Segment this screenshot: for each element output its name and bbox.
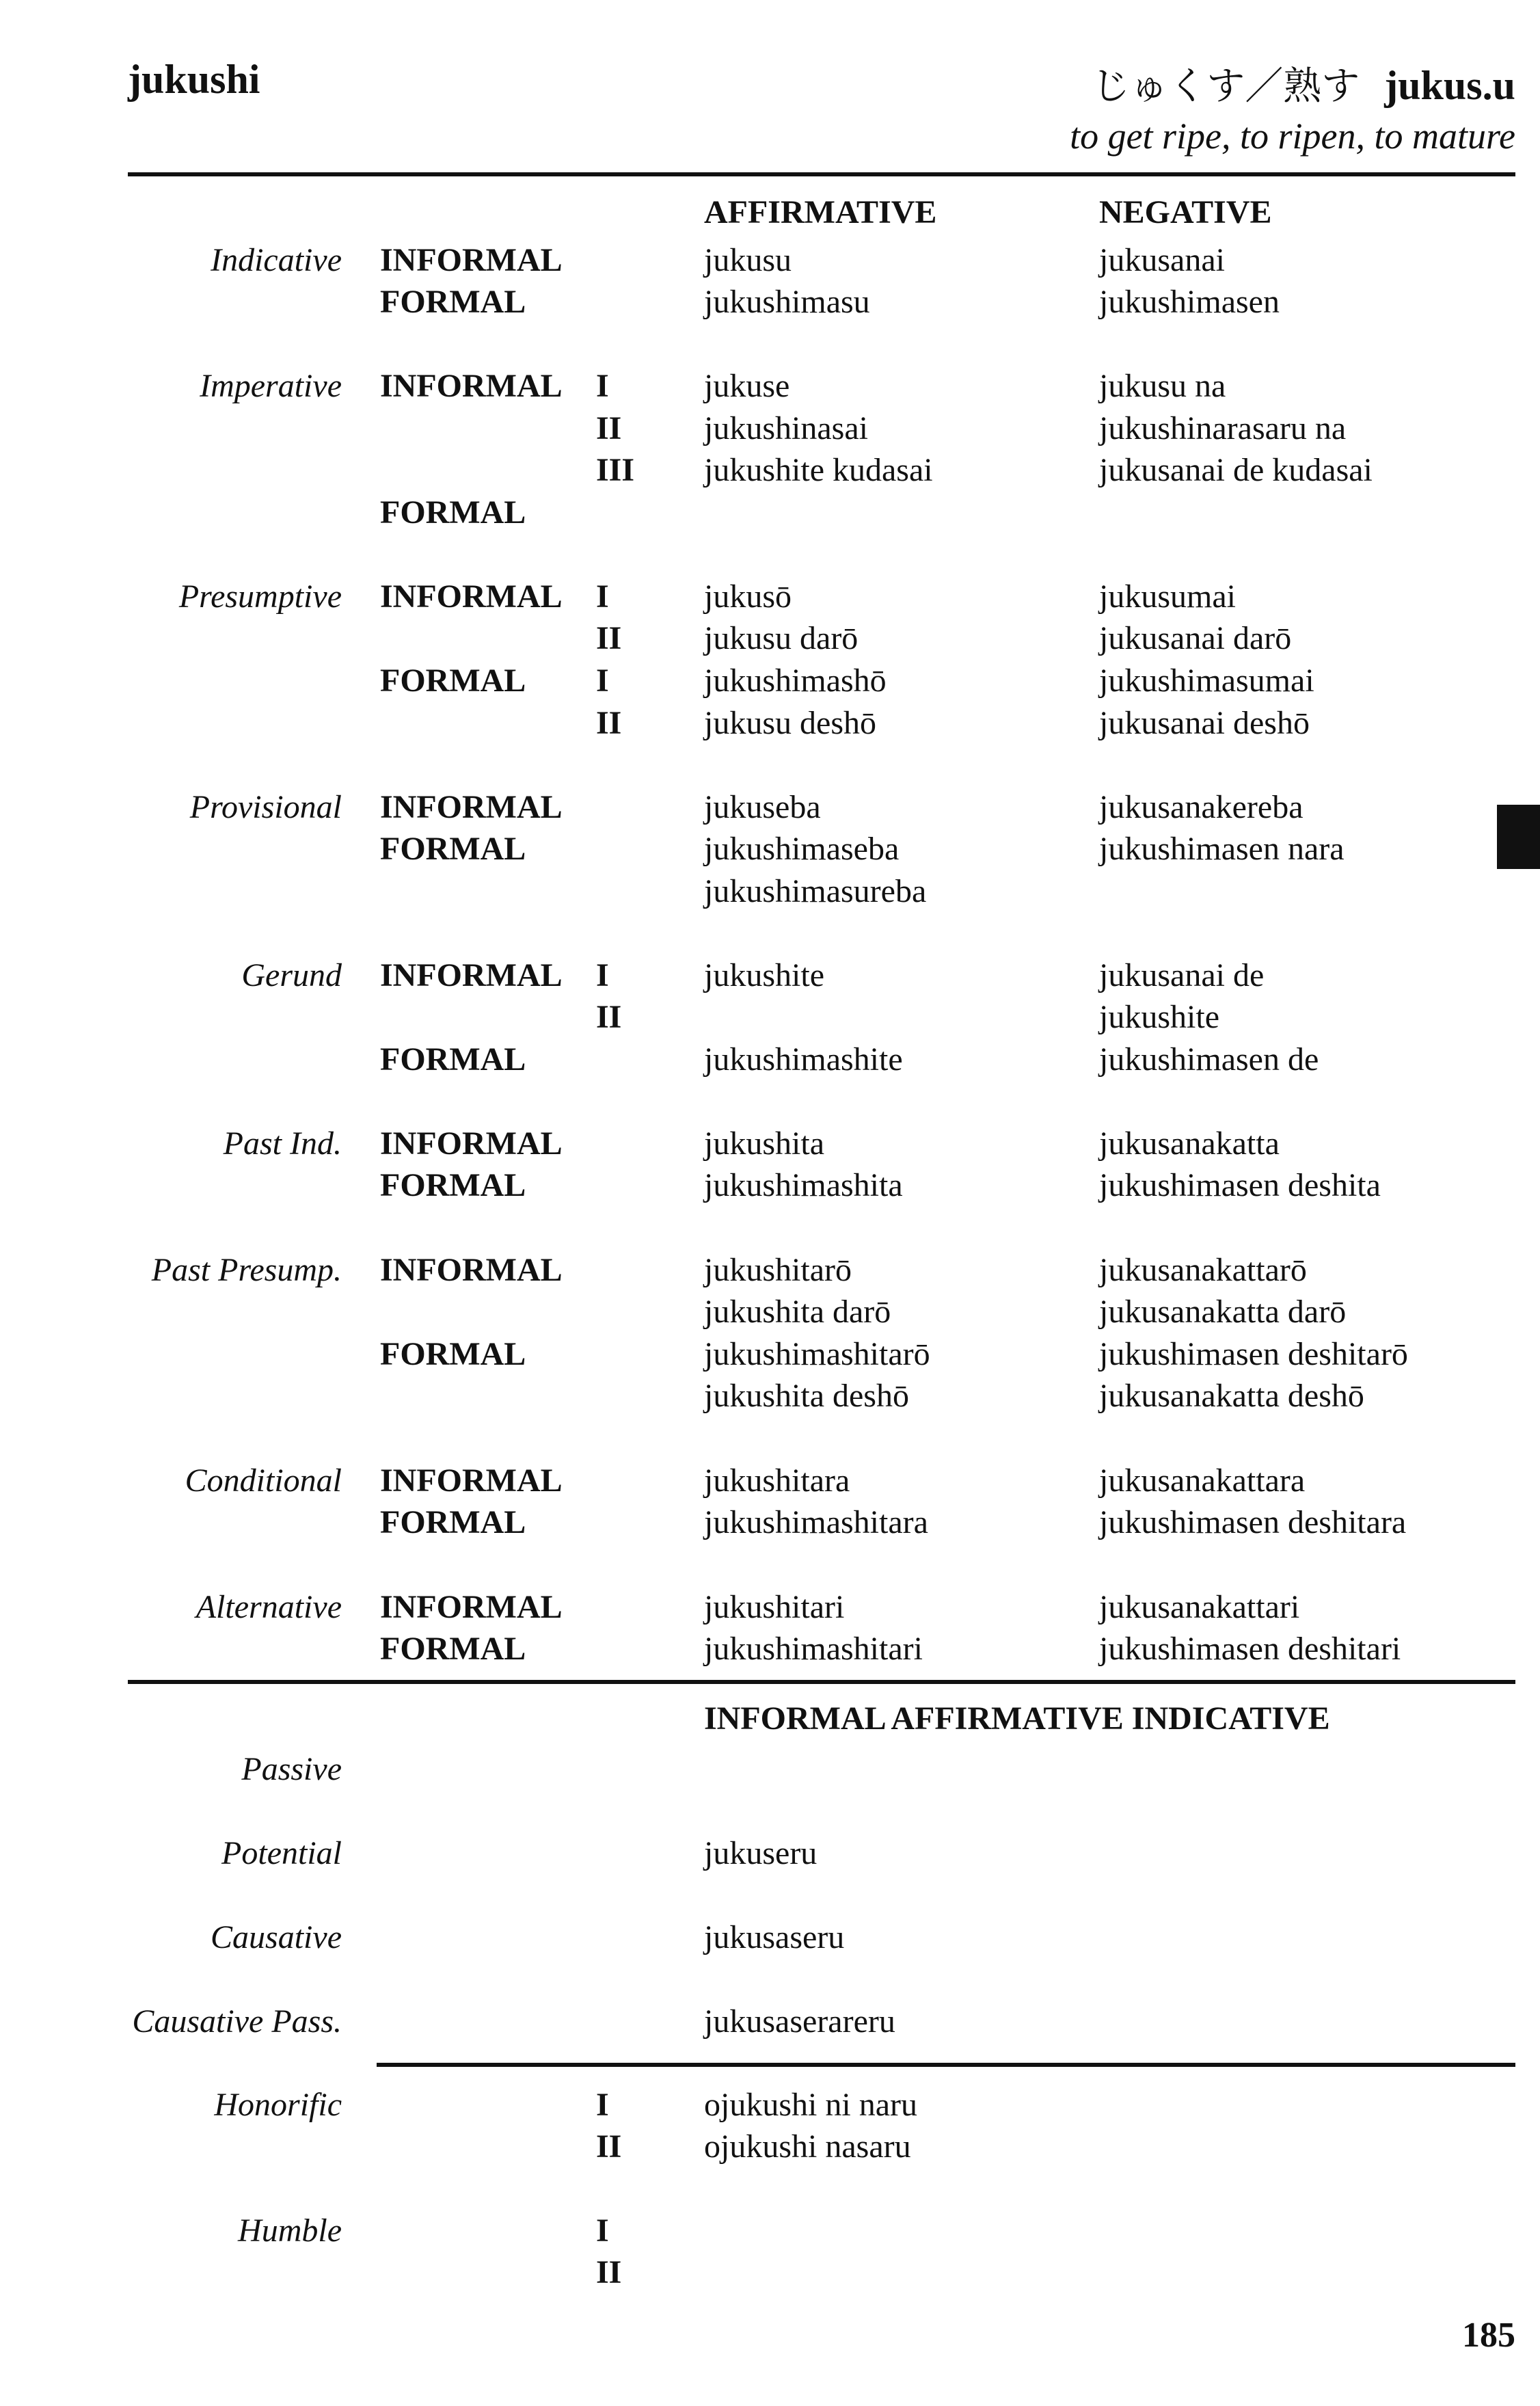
politeness-level: FORMAL bbox=[380, 663, 526, 699]
polite-row bbox=[0, 2084, 1540, 2126]
conjugation-row bbox=[0, 1501, 1540, 1544]
mood-label: Alternative bbox=[195, 1589, 342, 1625]
polite-row bbox=[0, 2251, 1540, 2294]
politeness-level: FORMAL bbox=[380, 1167, 526, 1203]
polite-form: ojukushi ni naru bbox=[704, 2087, 917, 2123]
affirmative-form: jukushimashita bbox=[704, 1167, 903, 1203]
politeness-level: INFORMAL bbox=[380, 1252, 563, 1288]
page-number: 185 bbox=[1462, 2316, 1515, 2355]
derived-column-heading: INFORMAL AFFIRMATIVE INDICATIVE bbox=[704, 1700, 1330, 1737]
politeness-level: INFORMAL bbox=[380, 1589, 563, 1625]
negative-form: jukusanakatta deshō bbox=[1099, 1378, 1364, 1414]
derived-row bbox=[0, 1832, 1540, 1875]
negative-form: jukusanakattarō bbox=[1099, 1252, 1307, 1288]
conjugation-row bbox=[0, 1333, 1540, 1376]
conjugation-row bbox=[0, 828, 1540, 870]
affirmative-form: jukushimashitari bbox=[704, 1631, 923, 1667]
negative-form: jukusanakattari bbox=[1099, 1589, 1300, 1625]
conjugation-row bbox=[0, 365, 1540, 407]
mood-label: Passive bbox=[241, 1751, 342, 1787]
conjugation-row bbox=[0, 1249, 1540, 1292]
conjugation-row bbox=[0, 1460, 1540, 1502]
negative-column-heading: NEGATIVE bbox=[1099, 194, 1272, 230]
affirmative-column-heading: AFFIRMATIVE bbox=[704, 194, 937, 230]
negative-form: jukusanakatta bbox=[1099, 1125, 1280, 1162]
form-variant: II bbox=[596, 999, 622, 1035]
form-variant: I bbox=[596, 578, 609, 615]
affirmative-form: jukusu deshō bbox=[704, 705, 876, 741]
derived-row bbox=[0, 2001, 1540, 2043]
affirmative-form: jukushitara bbox=[704, 1462, 850, 1499]
affirmative-form: jukushita darō bbox=[704, 1294, 891, 1330]
politeness-level: FORMAL bbox=[380, 831, 526, 867]
verb-headword bbox=[1092, 56, 1515, 111]
form-variant: II bbox=[596, 2128, 622, 2165]
mood-label: Presumptive bbox=[178, 578, 342, 615]
affirmative-form: jukushinasai bbox=[704, 410, 868, 446]
conjugation-row bbox=[0, 660, 1540, 702]
affirmative-form: jukushimaseba bbox=[704, 831, 900, 867]
politeness-level: FORMAL bbox=[380, 1504, 526, 1540]
mood-label: Honorific bbox=[214, 2087, 342, 2123]
mood-label: Causative Pass. bbox=[132, 2003, 342, 2040]
form-variant: II bbox=[596, 410, 622, 446]
conjugation-row bbox=[0, 870, 1540, 913]
politeness-level: INFORMAL bbox=[380, 1125, 563, 1162]
negative-form: jukushinarasaru na bbox=[1099, 410, 1347, 446]
conjugation-row bbox=[0, 1039, 1540, 1081]
politeness-level: FORMAL bbox=[380, 1041, 526, 1078]
conjugation-row bbox=[0, 617, 1540, 660]
negative-form: jukushimasen de bbox=[1099, 1041, 1319, 1078]
derived-form: jukuseru bbox=[704, 1835, 818, 1871]
lower-rule bbox=[377, 2063, 1515, 2067]
affirmative-form: jukushimasu bbox=[704, 284, 870, 320]
negative-form: jukusumai bbox=[1099, 578, 1236, 615]
conjugation-row bbox=[0, 1628, 1540, 1670]
negative-form: jukushimasen nara bbox=[1099, 831, 1345, 867]
negative-form: jukushimasen deshita bbox=[1099, 1167, 1381, 1203]
form-variant: I bbox=[596, 663, 609, 699]
negative-form: jukusanai de kudasai bbox=[1099, 452, 1373, 488]
form-variant: I bbox=[596, 2213, 609, 2249]
form-variant: II bbox=[596, 705, 622, 741]
form-variant: II bbox=[596, 2254, 622, 2290]
middle-rule bbox=[128, 1680, 1515, 1684]
affirmative-form: jukushitari bbox=[704, 1589, 845, 1625]
negative-form: jukushite bbox=[1099, 999, 1219, 1035]
mood-label: Past Ind. bbox=[223, 1125, 342, 1162]
negative-form: jukusanai deshō bbox=[1099, 705, 1310, 741]
conjugation-row bbox=[0, 1291, 1540, 1333]
conjugation-row bbox=[0, 786, 1540, 829]
conjugation-row bbox=[0, 954, 1540, 997]
affirmative-form: jukushimashō bbox=[704, 663, 887, 699]
affirmative-form: jukushimashitarō bbox=[704, 1336, 930, 1372]
mood-label: Past Presump. bbox=[151, 1252, 342, 1288]
derived-form: jukusaseru bbox=[704, 1919, 845, 1955]
politeness-level: INFORMAL bbox=[380, 242, 563, 278]
form-variant: III bbox=[596, 452, 635, 488]
negative-form: jukusanai darō bbox=[1099, 620, 1292, 656]
mood-label: Causative bbox=[211, 1919, 342, 1955]
thumb-index-tab bbox=[1497, 805, 1540, 869]
mood-label: Humble bbox=[238, 2213, 342, 2249]
affirmative-form: jukushita bbox=[704, 1125, 824, 1162]
negative-form: jukushimasen deshitari bbox=[1099, 1631, 1401, 1667]
derived-row bbox=[0, 1916, 1540, 1959]
verb-stem-form: jukus.u bbox=[1384, 63, 1515, 108]
conjugation-row bbox=[0, 407, 1540, 450]
conjugation-row bbox=[0, 702, 1540, 745]
affirmative-form: jukuse bbox=[704, 368, 790, 404]
affirmative-form: jukushimashitara bbox=[704, 1504, 928, 1540]
derived-form: jukusaserareru bbox=[704, 2003, 895, 2040]
conjugation-row bbox=[0, 1123, 1540, 1165]
politeness-level: FORMAL bbox=[380, 494, 526, 531]
verb-meaning: to get ripe, to ripen, to mature bbox=[1070, 116, 1515, 157]
negative-form: jukusanakattara bbox=[1099, 1462, 1306, 1499]
form-variant: II bbox=[596, 620, 622, 656]
conjugation-row bbox=[0, 492, 1540, 534]
politeness-level: FORMAL bbox=[380, 1631, 526, 1667]
affirmative-form: jukushimasureba bbox=[704, 873, 927, 909]
affirmative-form: jukusō bbox=[704, 578, 792, 615]
verb-romaji-heading: jukushi bbox=[128, 57, 260, 102]
form-variant: I bbox=[596, 368, 609, 404]
politeness-level: FORMAL bbox=[380, 1336, 526, 1372]
mood-label: Provisional bbox=[189, 789, 342, 825]
affirmative-form: jukuseba bbox=[704, 789, 821, 825]
conjugation-row bbox=[0, 281, 1540, 323]
politeness-level: INFORMAL bbox=[380, 578, 563, 615]
negative-form: jukusanakatta darō bbox=[1099, 1294, 1347, 1330]
form-variant: I bbox=[596, 957, 609, 993]
negative-form: jukusanai bbox=[1099, 242, 1225, 278]
conjugation-row bbox=[0, 1586, 1540, 1629]
politeness-level: INFORMAL bbox=[380, 368, 563, 404]
politeness-level: INFORMAL bbox=[380, 1462, 563, 1499]
mood-label: Imperative bbox=[200, 368, 342, 404]
conjugation-row bbox=[0, 576, 1540, 618]
politeness-level: FORMAL bbox=[380, 284, 526, 320]
mood-label: Gerund bbox=[241, 957, 342, 993]
top-rule bbox=[128, 172, 1515, 176]
negative-form: jukushimasen deshitara bbox=[1099, 1504, 1407, 1540]
conjugation-row bbox=[0, 239, 1540, 282]
form-variant: I bbox=[596, 2087, 609, 2123]
conjugation-row bbox=[0, 1164, 1540, 1207]
polite-row bbox=[0, 2126, 1540, 2168]
conjugation-row bbox=[0, 1375, 1540, 1417]
mood-label: Potential bbox=[221, 1835, 342, 1871]
negative-form: jukusu na bbox=[1099, 368, 1226, 404]
negative-form: jukusanakereba bbox=[1099, 789, 1303, 825]
negative-form: jukushimasumai bbox=[1099, 663, 1314, 699]
affirmative-form: jukusu darō bbox=[704, 620, 859, 656]
polite-row bbox=[0, 2210, 1540, 2252]
derived-row bbox=[0, 1748, 1540, 1791]
affirmative-form: jukushita deshō bbox=[704, 1378, 909, 1414]
politeness-level: INFORMAL bbox=[380, 957, 563, 993]
affirmative-form: jukushite bbox=[704, 957, 824, 993]
affirmative-form: jukushite kudasai bbox=[704, 452, 933, 488]
mood-label: Indicative bbox=[211, 242, 342, 278]
affirmative-form: jukushimashite bbox=[704, 1041, 903, 1078]
conjugation-row bbox=[0, 996, 1540, 1039]
negative-form: jukushimasen bbox=[1099, 284, 1280, 320]
affirmative-form: jukusu bbox=[704, 242, 792, 278]
mood-label: Conditional bbox=[185, 1462, 342, 1499]
conjugation-row bbox=[0, 449, 1540, 492]
negative-form: jukusanai de bbox=[1099, 957, 1265, 993]
politeness-level: INFORMAL bbox=[380, 789, 563, 825]
affirmative-form: jukushitarō bbox=[704, 1252, 852, 1288]
polite-form: ojukushi nasaru bbox=[704, 2128, 911, 2165]
negative-form: jukushimasen deshitarō bbox=[1099, 1336, 1408, 1372]
verb-kana: じゅくす／熟す bbox=[1092, 64, 1360, 109]
